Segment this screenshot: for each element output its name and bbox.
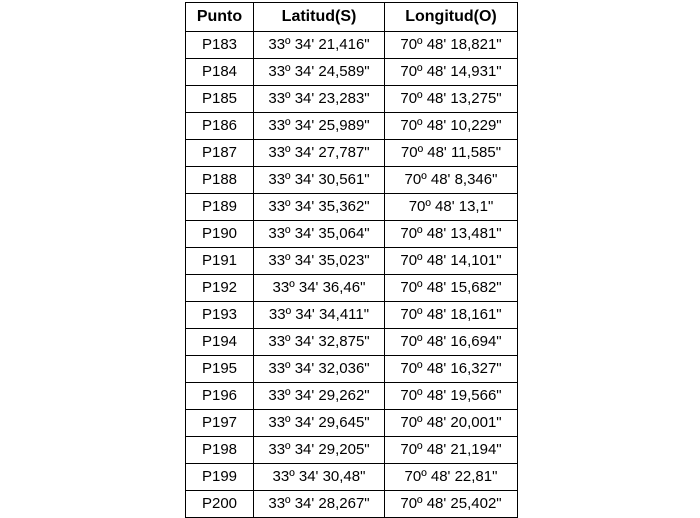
cell-punto: P199 [186,464,254,491]
cell-longitud: 70º 48' 13,275" [385,86,518,113]
cell-longitud: 70º 48' 18,161" [385,302,518,329]
cell-longitud: 70º 48' 10,229" [385,113,518,140]
table-row [186,221,518,248]
cell-latitud: 33º 34' 25,989" [254,113,385,140]
table-row [186,302,518,329]
table-row [186,167,518,194]
table-row [186,86,518,113]
table-row [186,329,518,356]
table-row [186,59,518,86]
table-row [186,113,518,140]
cell-longitud: 70º 48' 8,346" [385,167,518,194]
cell-latitud: 33º 34' 32,036" [254,356,385,383]
table-row [186,383,518,410]
header-row [186,3,518,32]
cell-punto: P190 [186,221,254,248]
cell-longitud: 70º 48' 18,821" [385,32,518,59]
cell-longitud: 70º 48' 14,931" [385,59,518,86]
cell-punto: P186 [186,113,254,140]
cell-punto: P185 [186,86,254,113]
cell-latitud: 33º 34' 28,267" [254,491,385,518]
cell-longitud: 70º 48' 15,682" [385,275,518,302]
cell-latitud: 33º 34' 23,283" [254,86,385,113]
cell-latitud: 33º 34' 35,023" [254,248,385,275]
cell-longitud: 70º 48' 16,694" [385,329,518,356]
header-punto: Punto [186,3,254,32]
cell-longitud: 70º 48' 25,402" [385,491,518,518]
table-row [186,491,518,518]
cell-punto: P200 [186,491,254,518]
cell-longitud: 70º 48' 19,566" [385,383,518,410]
cell-latitud: 33º 34' 35,362" [254,194,385,221]
cell-longitud: 70º 48' 11,585" [385,140,518,167]
cell-latitud: 33º 34' 30,561" [254,167,385,194]
cell-latitud: 33º 34' 34,411" [254,302,385,329]
cell-punto: P192 [186,275,254,302]
table-row [186,356,518,383]
cell-latitud: 33º 34' 29,205" [254,437,385,464]
cell-latitud: 33º 34' 36,46" [254,275,385,302]
table-row [186,464,518,491]
cell-latitud: 33º 34' 29,262" [254,383,385,410]
cell-latitud: 33º 34' 29,645" [254,410,385,437]
cell-longitud: 70º 48' 14,101" [385,248,518,275]
table-row [186,32,518,59]
coordinates-table [185,2,518,518]
cell-latitud: 33º 34' 24,589" [254,59,385,86]
cell-punto: P196 [186,383,254,410]
cell-latitud: 33º 34' 35,064" [254,221,385,248]
cell-longitud: 70º 48' 22,81" [385,464,518,491]
table-body [186,32,518,518]
cell-longitud: 70º 48' 13,1" [385,194,518,221]
header-latitud: Latitud(S) [254,3,385,32]
cell-longitud: 70º 48' 13,481" [385,221,518,248]
cell-latitud: 33º 34' 27,787" [254,140,385,167]
table-row [186,248,518,275]
cell-latitud: 33º 34' 30,48" [254,464,385,491]
cell-punto: P191 [186,248,254,275]
table-row [186,410,518,437]
table-row [186,140,518,167]
cell-punto: P195 [186,356,254,383]
cell-punto: P187 [186,140,254,167]
cell-punto: P183 [186,32,254,59]
table-header [186,3,518,32]
cell-punto: P194 [186,329,254,356]
cell-longitud: 70º 48' 21,194" [385,437,518,464]
cell-punto: P198 [186,437,254,464]
cell-longitud: 70º 48' 16,327" [385,356,518,383]
cell-punto: P197 [186,410,254,437]
header-longitud: Longitud(O) [385,3,518,32]
table-row [186,275,518,302]
cell-latitud: 33º 34' 32,875" [254,329,385,356]
cell-punto: P189 [186,194,254,221]
cell-punto: P184 [186,59,254,86]
cell-longitud: 70º 48' 20,001" [385,410,518,437]
table-row [186,437,518,464]
table-row [186,194,518,221]
cell-punto: P193 [186,302,254,329]
cell-latitud: 33º 34' 21,416" [254,32,385,59]
cell-punto: P188 [186,167,254,194]
